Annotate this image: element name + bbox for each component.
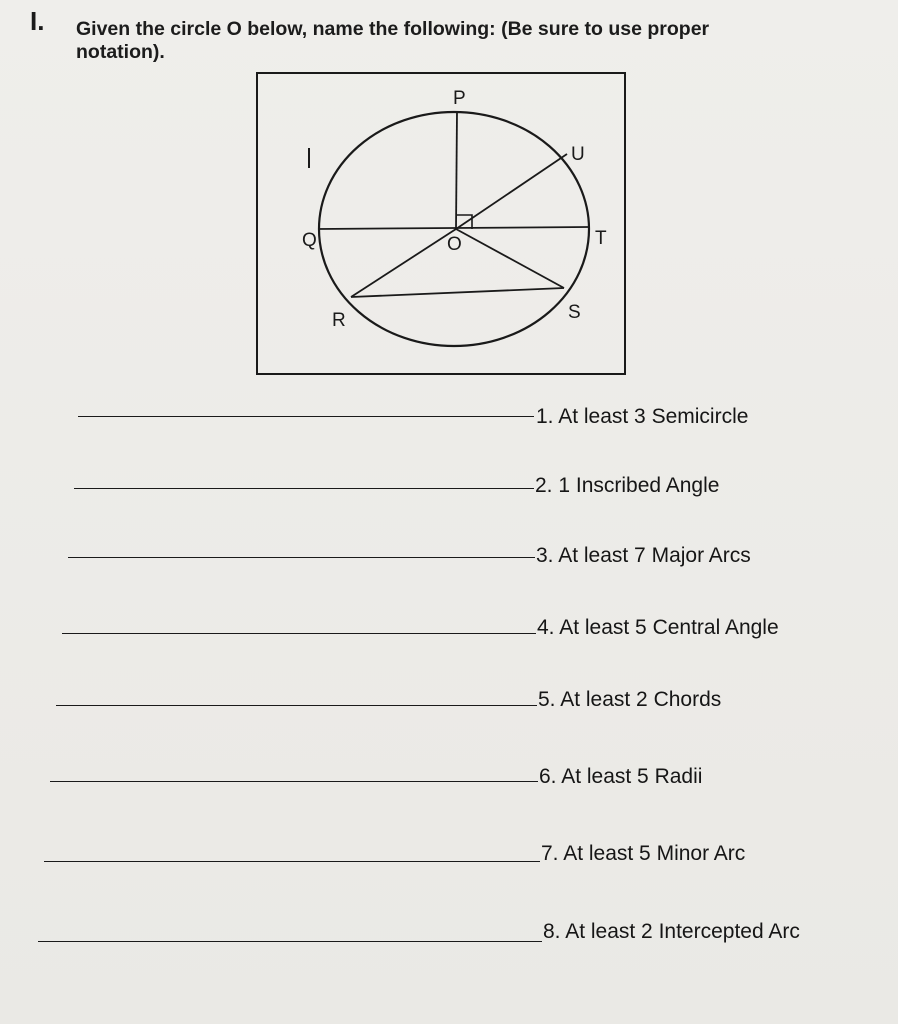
answer-line-3[interactable] <box>68 557 535 558</box>
answer-line-4[interactable] <box>62 633 536 634</box>
label-r: R <box>332 310 346 331</box>
label-q: Q <box>302 230 317 251</box>
question-7: 7. At least 5 Minor Arc <box>541 842 746 865</box>
answer-line-5[interactable] <box>56 705 537 706</box>
instructions-text: Given the circle O below, name the following: (Be sure to use proper notation). <box>76 18 710 63</box>
question-2: 2. 1 Inscribed Angle <box>535 474 720 497</box>
question-8: 8. At least 2 Intercepted Arc <box>543 920 800 943</box>
question-5: 5. At least 2 Chords <box>538 688 722 711</box>
radius-op <box>456 112 457 229</box>
question-3: 3. At least 7 Major Arcs <box>536 544 751 567</box>
chord-rs <box>351 288 564 297</box>
answer-line-1[interactable] <box>78 416 534 417</box>
answer-line-7[interactable] <box>44 861 540 862</box>
label-t: T <box>595 228 607 249</box>
question-1: 1. At least 3 Semicircle <box>536 405 749 428</box>
label-p: P <box>453 88 466 109</box>
section-number: I. <box>30 6 45 36</box>
label-u: U <box>571 144 585 165</box>
question-4: 4. At least 5 Central Angle <box>537 616 779 639</box>
radius-os <box>456 229 564 288</box>
answer-line-8[interactable] <box>38 941 542 942</box>
label-s: S <box>568 302 581 323</box>
label-o: O <box>447 234 462 255</box>
radius-or <box>351 229 456 297</box>
question-6: 6. At least 5 Radii <box>539 765 703 788</box>
circle-figure <box>256 72 626 375</box>
answer-line-2[interactable] <box>74 488 534 489</box>
answer-line-6[interactable] <box>50 781 538 782</box>
circle-diagram <box>258 74 624 373</box>
diameter-qt <box>318 227 589 229</box>
radius-ou <box>456 154 567 229</box>
